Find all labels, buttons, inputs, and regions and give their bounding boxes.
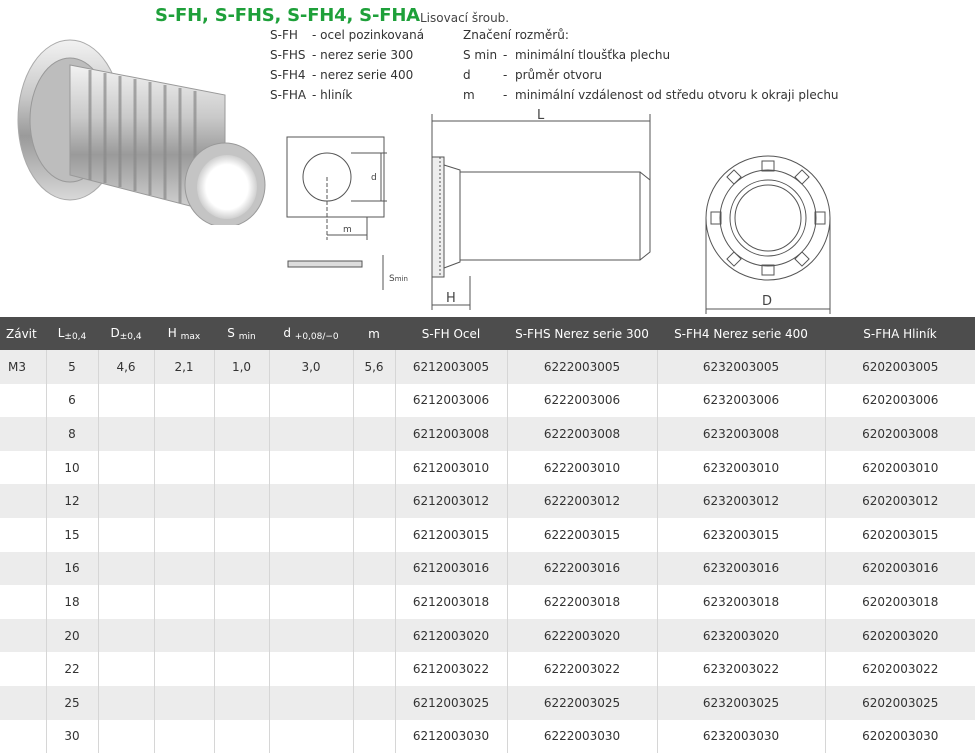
variant-item: S-FHS - nerez serie 300 xyxy=(270,48,414,62)
dim-label-m: m xyxy=(343,225,352,235)
table-row: 30 6212003030 6222003030 6232003030 6202003030 xyxy=(0,720,975,753)
legend-item: d - průměr otvoru xyxy=(463,68,603,82)
table-header-row xyxy=(0,317,975,350)
col-header-L: $L_{\pm 0,4}$ xyxy=(57,325,87,342)
col-header-thread: Závit xyxy=(6,326,37,341)
table-row: 16 6212003016 6222003016 6232003016 6202003016 xyxy=(0,552,975,586)
col-header-sfh4: S-FH4 Nerez serie 400 xyxy=(674,326,808,341)
col-header-d: d $_{+0,08/-0}$ xyxy=(283,325,339,342)
legend-item: m - minimální vzdálenost od středu otvoru k okraji plechu xyxy=(463,88,839,102)
col-header-m: m xyxy=(368,326,380,341)
side-view-drawing xyxy=(432,114,650,310)
table-row: 18 6212003018 6222003018 6232003018 6202003018 xyxy=(0,585,975,619)
legend-heading: Značení rozměrů: xyxy=(463,28,569,42)
legend-item: S min - minimální tloušťka plechu xyxy=(463,48,671,62)
table-row: 20 6212003020 6222003020 6232003020 6202003020 xyxy=(0,619,975,653)
page-title: S-FH, S-FHS, S-FH4, S-FHA xyxy=(155,5,420,26)
table-row: 8 6212003008 6222003008 6232003008 6202003008 xyxy=(0,417,975,451)
col-header-D: $D_{\pm 0,4}$ xyxy=(110,325,142,342)
dim-label-d: d xyxy=(371,173,377,183)
col-header-sfh: S-FH Ocel xyxy=(421,326,481,341)
col-header-H: H $_{max}$ xyxy=(167,325,201,342)
col-header-sfha: S-FHA Hliník xyxy=(863,326,937,341)
spec-table xyxy=(0,317,975,753)
sheet-hole-drawing xyxy=(287,137,387,290)
variant-item: S-FH4 - nerez serie 400 xyxy=(270,68,414,82)
dim-label-H: H xyxy=(446,291,456,306)
table-row: 25 6212003025 6222003025 6232003025 6202003025 xyxy=(0,686,975,720)
dim-label-D: D xyxy=(762,294,773,309)
table-row: M3 5 4,6 2,1 1,0 3,0 5,6 6212003005 6222003005 6232003005 6202003005 xyxy=(0,350,975,384)
page-subtitle: Lisovací šroub. xyxy=(420,11,510,25)
variant-item: S-FHA - hliník xyxy=(270,88,353,102)
dim-label-L: L xyxy=(537,108,545,123)
dim-label-s: Smin xyxy=(389,274,408,284)
table-row: 12 6212003012 6222003012 6232003012 6202003012 xyxy=(0,484,975,518)
technical-drawings xyxy=(0,0,975,317)
table-row: 22 6212003022 6222003022 6232003022 6202003022 xyxy=(0,652,975,686)
table-row: 10 6212003010 6222003010 6232003010 6202003010 xyxy=(0,451,975,485)
table-row: 6 6212003006 6222003006 6232003006 6202003006 xyxy=(0,384,975,418)
col-header-sfhs: S-FHS Nerez serie 300 xyxy=(515,326,649,341)
table-row: 15 6212003015 6222003015 6232003015 6202003015 xyxy=(0,518,975,552)
front-view-drawing xyxy=(706,156,830,314)
col-header-S: S $_{min}$ xyxy=(227,325,256,342)
variant-item: S-FH - ocel pozinkovaná xyxy=(270,28,425,42)
